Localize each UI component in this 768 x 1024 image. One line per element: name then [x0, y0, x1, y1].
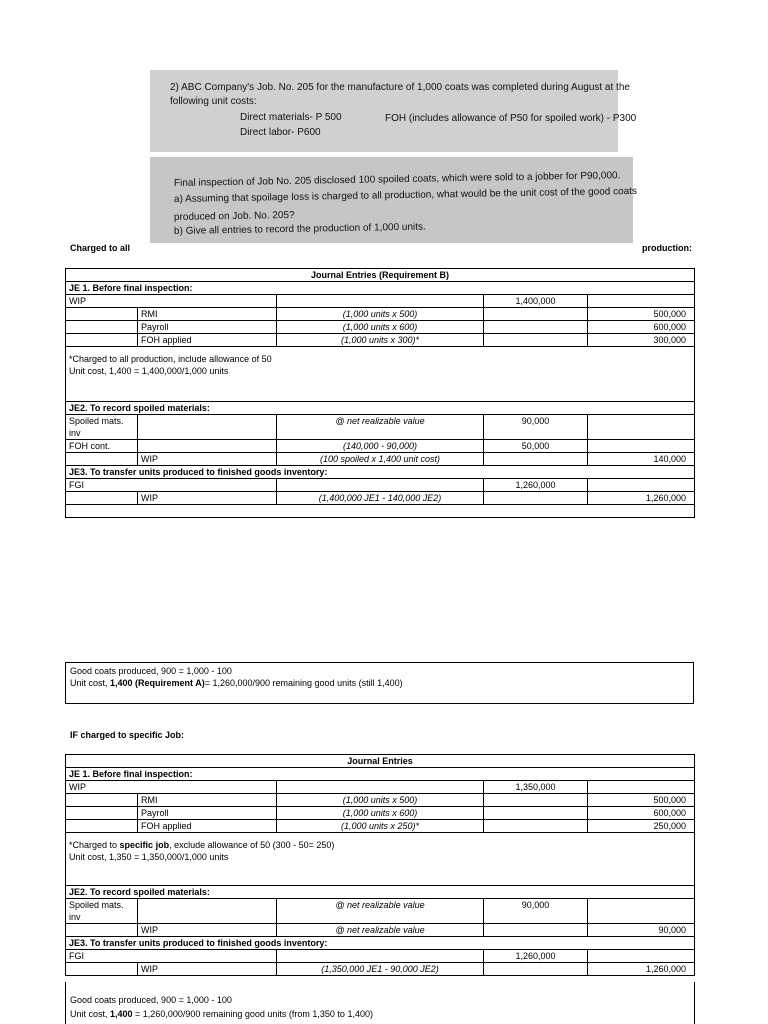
table-row — [66, 963, 695, 976]
account-name: WIP — [66, 295, 277, 308]
text-span: = 1,260,000/900 remaining good units (still 1,400) — [204, 678, 403, 688]
note-line — [69, 839, 691, 851]
account-line: Spoiled mats. — [69, 900, 124, 910]
account-name: WIP — [66, 781, 277, 794]
debit-amount: 90,000 — [484, 899, 588, 924]
computation: @ net realizable value — [277, 924, 484, 937]
entry-heading: JE2. To record spoiled materials: — [66, 886, 695, 899]
computation: (1,400,000 JE1 - 140,000 JE2) — [277, 492, 484, 505]
direct-materials-cost: Direct materials- P 500 — [240, 112, 342, 123]
account-name: WIP — [138, 492, 277, 505]
empty-row — [66, 505, 695, 518]
computation: (1,000 units x 250)* — [277, 820, 484, 833]
debit-amount: 90,000 — [484, 415, 588, 440]
account-line: Spoiled mats. — [69, 416, 124, 426]
entry-heading: JE2. To record spoiled materials: — [66, 402, 695, 415]
computation: (1,000 units x 500) — [277, 794, 484, 807]
table-row — [66, 440, 695, 453]
text-span-bold: 1,400 — [110, 1009, 133, 1019]
debit-amount: 1,350,000 — [484, 781, 588, 794]
result-line: Good coats produced, 900 = 1,000 - 100 — [70, 995, 232, 1005]
account-name: FOH cont. — [66, 440, 138, 453]
table-row — [66, 453, 695, 466]
table-title: Journal Entries (Requirement B) — [66, 269, 695, 282]
account-name — [66, 415, 138, 440]
account-name: FGI — [66, 479, 277, 492]
account-name: Payroll — [138, 807, 277, 820]
account-name: Payroll — [138, 321, 277, 334]
text-span: Unit cost, — [70, 678, 111, 688]
credit-amount: 500,000 — [588, 308, 695, 321]
computation: (1,000 units x 600) — [277, 807, 484, 820]
direct-labor-cost: Direct labor- P600 — [240, 127, 321, 138]
note-cell — [66, 833, 695, 886]
debit-amount: 1,400,000 — [484, 295, 588, 308]
table-row — [66, 781, 695, 794]
table-row — [66, 295, 695, 308]
foh-cost: FOH (includes allowance of P50 for spoiled work) - P300 — [385, 113, 637, 124]
text-span-bold: specific job — [119, 840, 170, 850]
text-span: = 1,260,000/900 remaining good units (from 1,350 to 1,400) — [132, 1009, 373, 1019]
problem-line: following unit costs: — [170, 96, 257, 107]
computation: (1,000 units x 300)* — [277, 334, 484, 347]
credit-amount: 300,000 — [588, 334, 695, 347]
problem-image-bottom — [150, 157, 638, 243]
debit-amount: 1,260,000 — [484, 950, 588, 963]
table-row — [66, 794, 695, 807]
table-row — [66, 415, 695, 440]
text-span: *Charged to — [69, 840, 120, 850]
credit-amount: 250,000 — [588, 820, 695, 833]
note-cell — [66, 347, 695, 402]
entry-heading: JE 1. Before final inspection: — [66, 282, 695, 295]
credit-amount: 600,000 — [588, 807, 695, 820]
entry-heading: JE 1. Before final inspection: — [66, 768, 695, 781]
account-name: FOH applied — [138, 820, 277, 833]
table-row — [66, 924, 695, 937]
computation: @ net realizable value — [277, 415, 484, 440]
credit-amount: 1,260,000 — [588, 963, 695, 976]
account-line: inv — [69, 912, 81, 922]
computation: (100 spoiled x 1,400 unit cost) — [277, 453, 484, 466]
table-row — [66, 492, 695, 505]
note-line: Unit cost, 1,400 = 1,400,000/1,000 units — [69, 366, 229, 376]
computation: (1,000 units x 600) — [277, 321, 484, 334]
section-heading-left: Charged to all — [70, 243, 131, 253]
credit-amount: 1,260,000 — [588, 492, 695, 505]
table-row — [66, 807, 695, 820]
note-line: *Charged to all production, include allowance of 50 — [69, 354, 272, 364]
section-heading-right: production: — [642, 243, 692, 253]
note-line: Unit cost, 1,350 = 1,350,000/1,000 units — [69, 852, 229, 862]
question-b: b) Give all entries to record the production of 1,000 units. — [173, 221, 426, 237]
problem-image-top — [150, 70, 637, 152]
computation: (1,350,000 JE1 - 90,000 JE2) — [277, 963, 484, 976]
result-line: Good coats produced, 900 = 1,000 - 100 — [70, 666, 232, 676]
account-line: inv — [69, 428, 81, 438]
debit-amount: 50,000 — [484, 440, 588, 453]
table-row — [66, 950, 695, 963]
text-span: , exclude allowance of 50 (300 - 50= 250) — [169, 840, 335, 850]
credit-amount: 140,000 — [588, 453, 695, 466]
problem-line: produced on Job. No. 205? — [173, 209, 295, 223]
account-name: WIP — [138, 453, 277, 466]
account-name: FGI — [66, 950, 277, 963]
computation: (140,000 - 90,000) — [277, 440, 484, 453]
result-line — [70, 1008, 373, 1020]
credit-amount: 500,000 — [588, 794, 695, 807]
table-row — [66, 321, 695, 334]
entry-heading: JE3. To transfer units produced to finished goods inventory: — [66, 466, 695, 479]
problem-line: Final inspection of Job No. 205 disclosed 100 spoiled coats, which were sold to a jobber for P90,000. — [173, 170, 621, 189]
journal-table-specific-job — [65, 754, 695, 976]
account-name: WIP — [138, 924, 277, 937]
journal-table-charged-to-all — [65, 268, 695, 518]
table-row — [66, 479, 695, 492]
result-box-specific-job — [65, 982, 695, 1024]
table-row — [66, 899, 695, 924]
question-a: a) Assuming that spoilage loss is charged to all production, what would be the unit cost of the good coats — [173, 185, 638, 205]
result-box-requirement-a — [65, 662, 694, 704]
section-heading-specific-job: IF charged to specific Job: — [70, 730, 185, 740]
entry-heading: JE3. To transfer units produced to finished goods inventory: — [66, 937, 695, 950]
credit-amount: 90,000 — [588, 924, 695, 937]
text-span: Unit cost, — [70, 1009, 111, 1019]
table-row — [66, 334, 695, 347]
table-title: Journal Entries — [66, 755, 695, 768]
computation: @ net realizable value — [277, 899, 484, 924]
debit-amount: 1,260,000 — [484, 479, 588, 492]
account-name: RMI — [138, 794, 277, 807]
account-name: RMI — [138, 308, 277, 321]
computation: (1,000 units x 500) — [277, 308, 484, 321]
account-name: FOH applied — [138, 334, 277, 347]
table-row — [66, 820, 695, 833]
text-span-bold: 1,400 (Requirement A) — [110, 678, 205, 688]
account-name: WIP — [138, 963, 277, 976]
problem-line: 2) ABC Company's Job. No. 205 for the manufacture of 1,000 coats was completed during August at the — [170, 82, 630, 93]
table-row — [66, 308, 695, 321]
credit-amount: 600,000 — [588, 321, 695, 334]
result-line — [70, 677, 689, 689]
account-name — [66, 899, 138, 924]
